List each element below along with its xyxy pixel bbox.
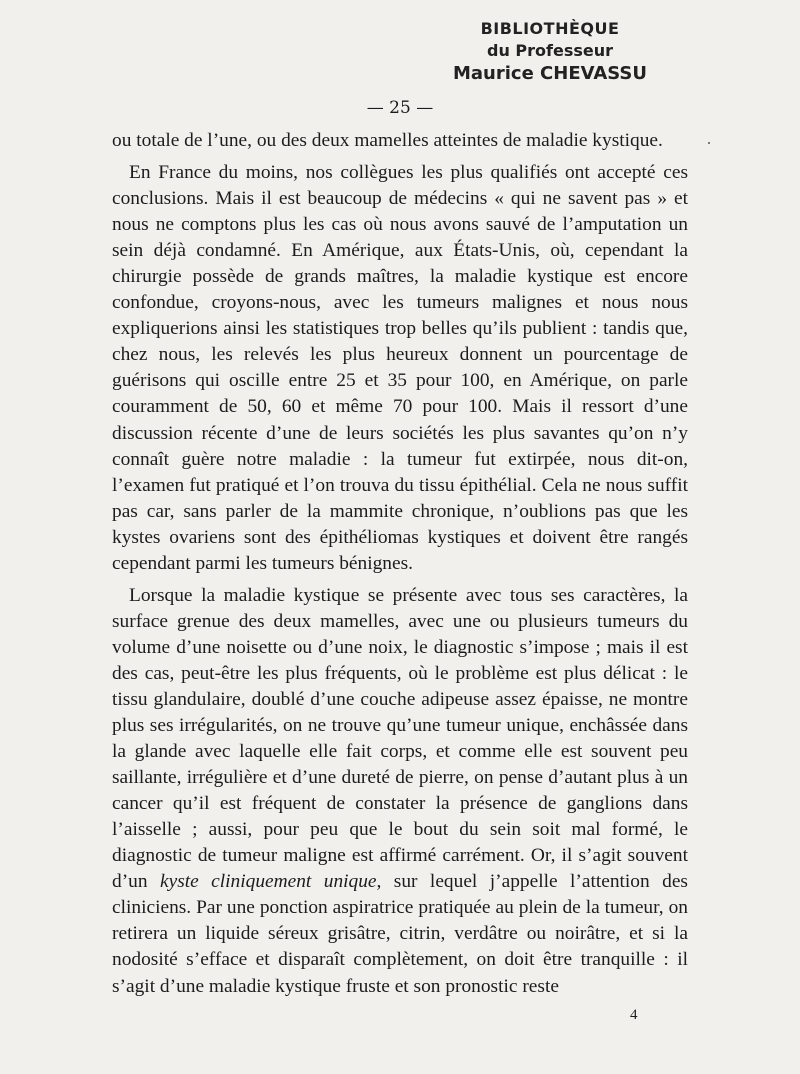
library-stamp	[430, 18, 670, 86]
page-number: — 25 —	[366, 98, 434, 118]
signature-mark: 4	[630, 1007, 638, 1023]
stamp-line-library: BIBLIOTHÈQUE	[480, 19, 620, 38]
paragraph-1: ou totale de l’une, ou des deux mamelles atteintes de maladie kystique.	[112, 130, 663, 151]
stamp-line-name: Maurice CHEVASSU	[452, 63, 647, 84]
page-body	[112, 128, 688, 1000]
stamp-line-professor: du Professeur	[486, 41, 613, 60]
paragraph-2: En France du moins, nos collègues les plus qualifiés ont accepté ces conclusions. Mais il est beaucoup de médecins « qui ne savent pas » et nous ne comptons plus les cas où nous avons sauvé de l’amputation un sein déjà condamné. En Amérique, aux États-Unis, où, cependant la chirurgie possède de grands maîtres, la maladie kystique est encore confondue, croyons-nous, avec les tumeurs malignes et nous nous expliquerions ainsi les statistiques trop belles qu’ils publient : tandis que, chez nous, les relevés les plus heureux donnent un pourcentage de guérisons qui oscille entre 25 et 35 pour 100, en Amérique, on parle couramment de 50, 60 et même 70 pour 100. Mais il ressort d’une discussion récente d’une de leurs sociétés les plus savantes qu’on n’y connaît guère notre maladie : la tumeur fut extirpée, nous dit-on, l’examen fut pratiqué et l’on trouva du tissu épithélial. Cela ne nous suffit pas car, sans parler de la mammite chronique, n’oublions pas que les kystes ovariens sont des épithéliomas kystiques et doivent être rangés cependant parmi les tumeurs bénignes.	[112, 162, 688, 574]
paragraph-3-text-start: Lorsque la maladie kystique se présente avec tous ses caractères, la surface grenue des deux mamelles, avec une ou plusieurs tumeurs du volume d’une noisette ou d’une noix, le diagnostic s’impose ; mais il est des cas, peut-être les plus fréquents, où le problème est plus délicat : le tissu glandulaire, doublé d’une couche adipeuse assez épaisse, ne montre plus ses irrégularités, on ne trouve qu’une tumeur unique, enchâssée dans la glande avec laquelle elle fait corps, et comme elle est souvent peu saillante, irrégulière et d’une dureté de pierre, on pense d’autant plus à un cancer qu’il est fréquent de constater la présence de ganglions dans l’aisselle ; aussi, pour peu que le bout du sein soit mal formé, le diagnostic de tumeur maligne est affirmé carrément. Or, il s’agit souvent d’un	[112, 584, 688, 893]
paragraph-3	[112, 583, 688, 1000]
paper-speck	[708, 142, 710, 144]
paragraph-3-italic-term: kyste cliniquement unique	[159, 871, 377, 893]
paragraph-3-text-end: , sur lequel j’appelle l’attention des cliniciens. Par une ponction aspiratrice pratiquée au plein de la tumeur, on retirera un liquide séreux grisâtre, citrin, verdâtre ou noirâtre, et si la nodosité s’efface et disparaît complètement, on doit être tranquille : il s’agit d’une maladie kystique fruste et son pronostic reste	[112, 871, 688, 997]
